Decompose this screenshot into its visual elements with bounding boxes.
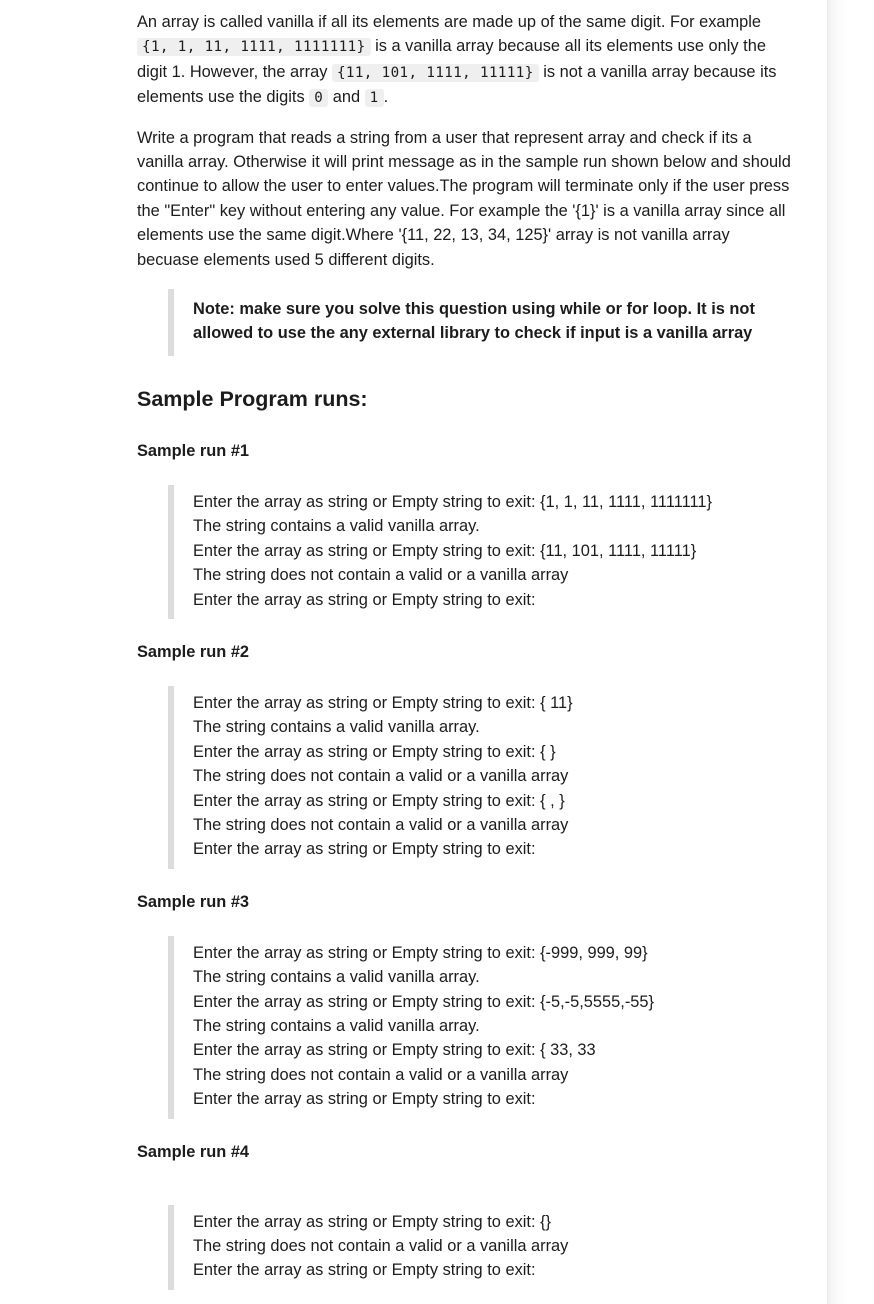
console-line: Enter the array as string or Empty string to exit: (193, 840, 536, 859)
intro-text: . (383, 88, 389, 107)
console-line: The string does not contain a valid or a vanilla array (193, 767, 569, 786)
sample-run-4-title: Sample run #4 (137, 1142, 250, 1161)
note-text: Note: make sure you solve this question using while or for loop. It is not allowed to use the any external library to check if input is a vanilla array (193, 300, 755, 343)
sample-run-1-title: Sample run #1 (137, 441, 250, 460)
console-line: Enter the array as string or Empty string to exit: { , } (193, 791, 565, 810)
console-line: The string contains a valid vanilla array. (193, 1016, 480, 1035)
sample-runs-heading: Sample Program runs: (137, 386, 368, 411)
intro-text: is a vanilla array because all its elements use only the digit 1. However, the array (137, 37, 766, 81)
inline-code-digit-1: 1 (365, 89, 384, 107)
console-line: Enter the array as string or Empty string to exit: {11, 101, 1111, 11111} (193, 541, 697, 560)
console-line: Enter the array as string or Empty string to exit: (193, 590, 536, 609)
console-line: Enter the array as string or Empty string to exit: {-5,-5,5555,-55} (193, 992, 654, 1011)
sample-run-2-block (168, 686, 792, 869)
inline-code-digit-0: 0 (309, 89, 328, 107)
console-line: Enter the array as string or Empty string to exit: (193, 1090, 536, 1109)
intro-paragraph (137, 10, 792, 111)
intro-text: and (328, 88, 365, 107)
console-line: Enter the array as string or Empty string to exit: { 33, 33 (193, 1041, 596, 1060)
question-content (137, 10, 792, 1290)
console-line: Enter the array as string or Empty string to exit: {} (193, 1212, 552, 1231)
console-line: Enter the array as string or Empty string to exit: {1, 1, 11, 1111, 1111111} (193, 492, 713, 511)
sample-run-3-block (168, 936, 792, 1119)
note-blockquote (168, 289, 792, 356)
console-line: Enter the array as string or Empty string to exit: { 11} (193, 693, 573, 712)
console-line: Enter the array as string or Empty string to exit: {-999, 999, 99} (193, 943, 648, 962)
inline-code-vanilla-example: {1, 1, 11, 1111, 1111111} (137, 38, 371, 56)
intro-text: is not a vanilla array because its elements use the digits (137, 62, 777, 107)
sample-run-2-title: Sample run #2 (137, 642, 250, 661)
console-line: The string does not contain a valid or a vanilla array (193, 1237, 569, 1255)
sample-run-4-block (168, 1205, 792, 1290)
console-line: Enter the array as string or Empty string to exit: (193, 1261, 536, 1280)
intro-text: An array is called vanilla if all its elements are made up of the same digit. For example (137, 13, 762, 31)
console-line: The string contains a valid vanilla array. (193, 718, 480, 737)
page-edge-shadow (827, 0, 874, 1304)
console-line: Enter the array as string or Empty string to exit: { } (193, 742, 556, 761)
console-line: The string contains a valid vanilla array. (193, 517, 480, 536)
sample-run-1-block (168, 485, 792, 619)
task-paragraph: Write a program that reads a string from a user that represent array and check if its a vanilla array. Otherwise it will print message as in the sample run shown below and should continue to allow the user to enter values.The program will terminate only if the user press the "Enter" key without entering any value. For example the '{1}' is a vanilla array since all elements use the same digit.Where '{11, 22, 13, 34, 125}' array is not vanilla array becuase elements used 5 different digits. (137, 128, 791, 269)
console-line: The string contains a valid vanilla array. (193, 968, 480, 987)
console-line: The string does not contain a valid or a vanilla array (193, 1065, 569, 1084)
sample-run-3-title: Sample run #3 (137, 892, 250, 911)
inline-code-non-vanilla-example: {11, 101, 1111, 11111} (332, 64, 539, 82)
console-line: The string does not contain a valid or a vanilla array (193, 566, 569, 585)
console-line: The string does not contain a valid or a vanilla array (193, 815, 569, 834)
